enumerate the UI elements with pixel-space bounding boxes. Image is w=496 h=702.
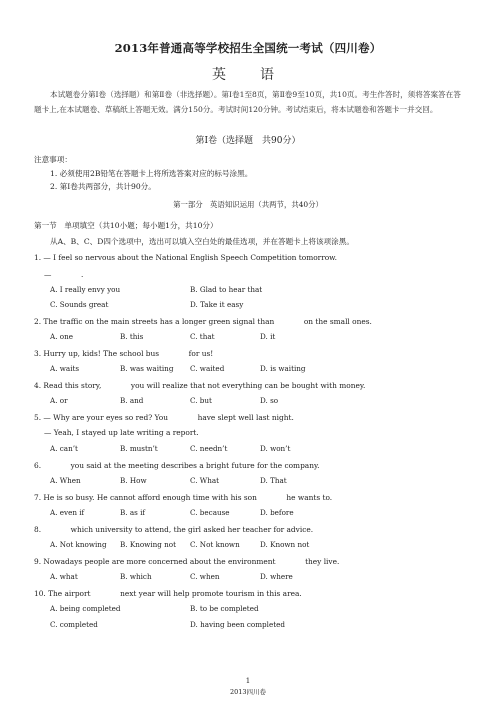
question-stem: 3. Hurry up, kids! The school bus for us! xyxy=(34,349,214,358)
option-b: B. this xyxy=(120,332,144,341)
option-c: C. Sounds great xyxy=(50,300,109,309)
option-a: A. I really envy you xyxy=(50,285,121,294)
question-stem: 7. He is so busy. He cannot afford enough time with his son he wants to. xyxy=(34,493,333,502)
section-title: 第一节 单项填空（共10小题；每小题1分，共10分） xyxy=(34,221,218,230)
option-a: A. Not knowing xyxy=(50,540,107,549)
option-b: B. mustn’t xyxy=(120,444,158,453)
option-c: C. What xyxy=(190,476,220,485)
section-instructions: 从A、B、C、D四个选项中，选出可以填入空白处的最佳选项，并在答题卡上将该项涂黑。 xyxy=(50,237,354,246)
option-c: C. completed xyxy=(50,620,98,629)
question-extra: — . xyxy=(44,270,84,279)
question-stem: 10. The airport next year will help promote tourism in this area. xyxy=(34,589,302,598)
option-b: B. Knowing not xyxy=(120,540,176,549)
footer-label: 2013四川卷 xyxy=(229,688,267,696)
option-a: A. waits xyxy=(50,364,80,373)
option-a: A. or xyxy=(50,396,68,405)
option-a: A. can’t xyxy=(50,444,78,453)
option-b: B. to be completed xyxy=(190,604,259,613)
option-b: B. which xyxy=(120,572,152,581)
option-d: D. is waiting xyxy=(260,364,306,373)
page-number: 1 xyxy=(245,677,251,685)
question-stem: 5. — Why are your eyes so red? You have slept well last night. xyxy=(34,413,294,422)
option-d: D. having been completed xyxy=(190,620,285,629)
option-b: B. Glad to hear that xyxy=(190,285,263,294)
part-title: 第一部分 英语知识运用（共两节，共40分） xyxy=(173,200,323,209)
option-c: C. when xyxy=(190,572,220,581)
option-c: C. that xyxy=(190,332,215,341)
option-d: D. it xyxy=(260,332,276,341)
option-a: A. even if xyxy=(50,508,85,517)
option-d: D. before xyxy=(260,508,294,517)
option-d: D. where xyxy=(260,572,293,581)
option-a: A. what xyxy=(50,572,78,581)
option-a: A. being completed xyxy=(50,604,121,613)
note-item: 2. 第Ⅰ卷共两部分，共计90分。 xyxy=(50,182,156,191)
question-stem: 2. The traffic on the main streets has a longer green signal than on the small ones. xyxy=(34,317,372,326)
option-b: B. How xyxy=(120,476,147,485)
option-b: B. and xyxy=(120,396,144,405)
option-d: D. won’t xyxy=(260,444,291,453)
option-d: D. so xyxy=(260,396,279,405)
option-a: A. one xyxy=(50,332,73,341)
option-d: D. That xyxy=(260,476,287,485)
question-stem: 6. you said at the meeting describes a bright future for the company. xyxy=(34,461,320,470)
question-stem: 9. Nowadays people are more concerned about the environment they live. xyxy=(34,557,340,566)
question-stem: 1. — I feel so nervous about the National English Speech Competition tomorrow. xyxy=(34,253,337,262)
option-c: C. waited xyxy=(190,364,225,373)
question-extra: — Yeah, I stayed up late writing a report. xyxy=(44,428,199,437)
option-c: C. but xyxy=(190,396,212,405)
exam-title: 2013年普通高等学校招生全国统一考试（四川卷） xyxy=(114,41,382,55)
option-c: C. Not known xyxy=(190,540,240,549)
volume-title: 第Ⅰ卷（选择题 共90分） xyxy=(195,136,301,146)
option-c: C. needn’t xyxy=(190,444,228,453)
option-b: B. was waiting xyxy=(120,364,174,373)
question-stem: 8. which university to attend, the girl asked her teacher for advice. xyxy=(34,525,314,534)
subject-title: 英 语 xyxy=(212,67,284,83)
question-stem: 4. Read this story, you will realize that not everything can be bought with money. xyxy=(34,381,366,390)
option-c: C. because xyxy=(190,508,230,517)
option-b: B. as if xyxy=(120,508,146,517)
option-d: D. Take it easy xyxy=(190,300,244,309)
option-a: A. When xyxy=(50,476,81,485)
notes-heading: 注意事项： xyxy=(34,155,72,164)
note-item: 1. 必须使用2B铅笔在答题卡上将所选答案对应的标号涂黑。 xyxy=(50,169,253,178)
option-d: D. Known not xyxy=(260,540,310,549)
exam-intro: 本试题卷分第Ⅰ卷（选择题）和第Ⅱ卷（非选择题）。第Ⅰ卷1至8页，第Ⅱ卷9至10页，共10页。考生作答时，须将答案答在答题卡上,在本试题卷、草稿纸上答题无效。满分150分。考试时间120分钟。考试结束后，将本试题卷和答题卡一并交回。 xyxy=(34,90,461,114)
